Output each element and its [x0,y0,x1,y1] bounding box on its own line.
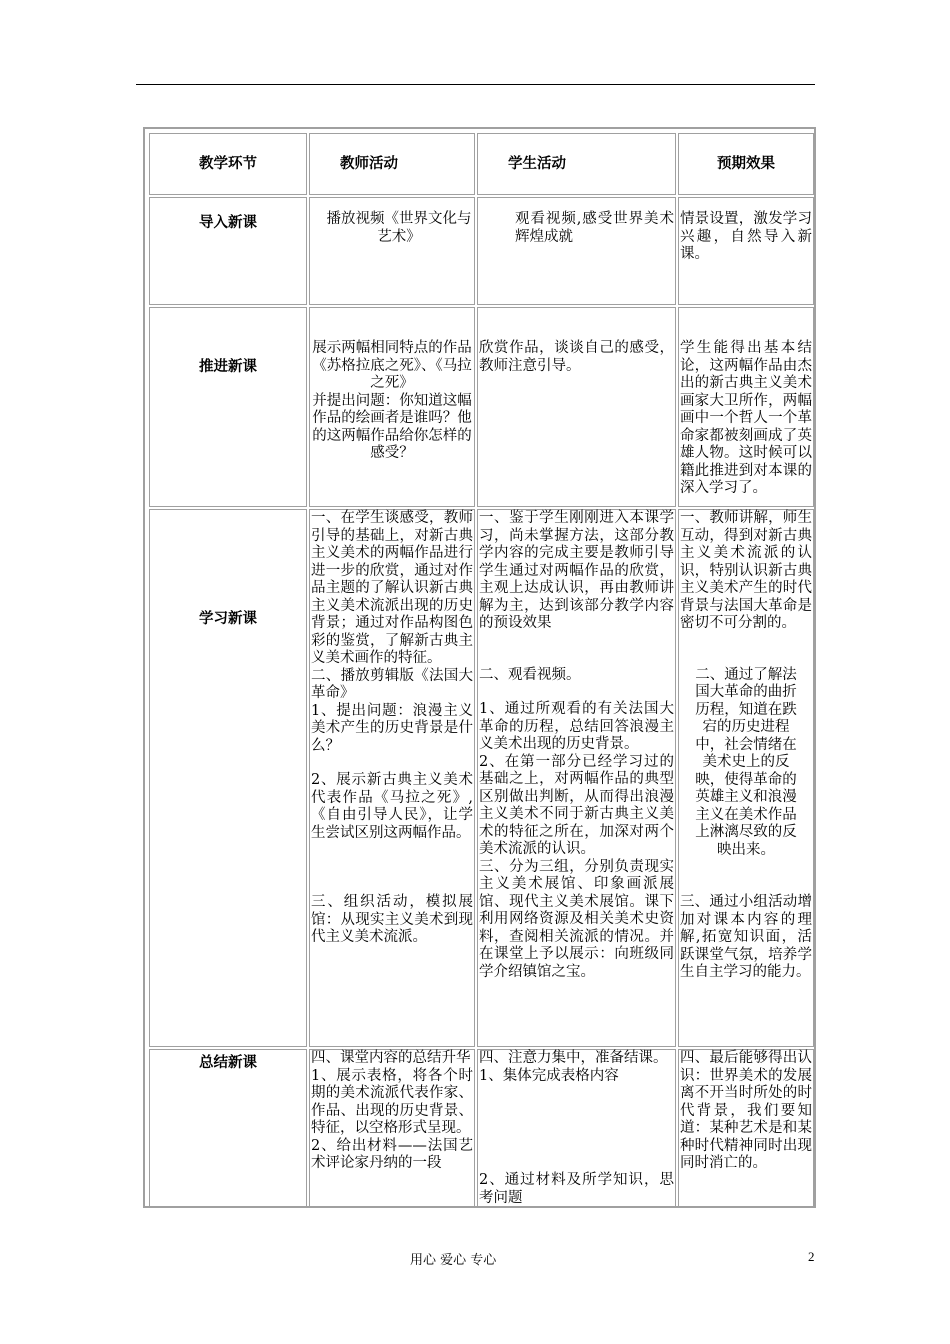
cell-text: 二、观看视频。 [479,666,581,683]
header-student: 学生活动 [477,133,676,195]
cell-text: 2、在第一部分已经学习过的基础之上，对两幅作品的典型区别做出判断，从而得出浪漫主义美术不同于新古典主义美术的特征之所在，加深对两个美术流派的认识。 [479,753,674,857]
cell-text: 1、通过所观看的有关法国大革命的历程，总结回答浪漫主义美术出现的历史背景。 [479,701,674,752]
cell-text: 1、集体完成表格内容 [479,1067,619,1084]
teacher-cell [309,197,475,305]
cell-text: 展示两幅相同特点的作品《苏格拉底之死》、《马拉之死》 [312,340,472,391]
cell-text: 1、展示表格，将各个时期的美术流派代表作家、作品、出现的历史背景、特征，以空格形式呈现。 [311,1067,473,1136]
cell-text: 三、组织活动，模拟展馆：从现实主义美术到现代主义美术流派。 [311,894,473,945]
cell-text: 2、展示新古典主义美术代表作品《马拉之死》,《自由引导人民》，让学生尝试区别这两幅作品。 [311,772,473,841]
effect-cell [678,307,814,507]
cell-text: 2、给出材料——法国艺术评论家丹纳的一段 [311,1137,473,1171]
stage-cell: 导入新课 [149,197,307,305]
cell-text: 四、注意力集中，准备结课。 [479,1050,668,1066]
header-stage: 教学环节 [149,133,307,195]
cell-text: 三、分为三组，分别负责现实主义美术展馆、印象画派展馆、现代主义美术展馆。课下利用网络资源及相关美术史资料，查阅相关流派的情况。并在课堂上予以展示：向班级同学介绍镇馆之宝。 [479,858,674,980]
cell-text: 欣赏作品，谈谈自己的感受，教师注意引导。 [479,340,674,374]
header-teacher: 教师活动 [309,133,475,195]
table-row [149,509,814,1047]
teacher-cell [309,1049,475,1208]
student-cell [477,509,676,1047]
cell-text: 播放视频《世界文化与艺术》 [326,211,472,245]
cell-text: 2、通过材料及所学知识，思考问题 [479,1172,674,1206]
effect-cell [678,1049,814,1208]
cell-text: 并提出问题：你知道这幅作品的绘画者是谁吗？他的这两幅作品给你怎样的感受？ [312,392,472,461]
lesson-plan-table [143,127,816,1208]
header-effect: 预期效果 [678,133,814,195]
stage-cell: 总结新课 [149,1049,307,1208]
cell-text: 一、鉴于学生刚刚进入本课学习，尚未掌握方法，这部分教学内容的完成主要是教师引导学生通过对两幅作品的欣赏，主观上达成认识，再由教师讲解为主，达到该部分教学内容的预设效果 [479,510,674,631]
cell-text: 学生能得出基本结论，这两幅作品由杰出的新古典主义美术画家大卫所作，两幅画中一个哲人一个革命家都被刻画成了英雄人物。这时候可以籍此推进到对本课的深入学习了。 [680,340,812,496]
footer-text: 用心 爱心 专心 [410,1253,497,1268]
table-row [149,197,814,305]
effect-cell [678,197,814,305]
cell-text: 1、提出问题：浪漫主义美术产生的历史背景是什么？ [311,702,473,754]
cell-text: 情景设置，激发学习兴趣，自然导入新课。 [680,211,812,262]
cell-text: 二、通过了解法国大革命的曲折历程，知道在跌宕的历史进程中，社会情绪在美术史上的反映，使得革命的英雄主义和浪漫主义在美术作品上淋漓尽致的反映出来。 [695,666,797,858]
page-number: 2 [808,1249,815,1264]
student-cell [477,197,676,305]
teacher-cell [309,307,475,507]
stage-cell: 学习新课 [149,509,307,1047]
student-cell [477,1049,676,1208]
table-row [149,1049,814,1208]
effect-cell [678,509,814,1047]
table-row [149,307,814,507]
cell-text: 三、通过小组活动增加对课本内容的理解,拓宽知识面，活跃课堂气氛，培养学生自主学习的能力。 [680,894,812,980]
student-cell [477,307,676,507]
cell-text: 四、最后能够得出认识：世界美术的发展离不开当时所处的时代背景，我们要知道：某种艺术是和某种时代精神同时出现同时消亡的。 [680,1050,812,1171]
cell-text: 观看视频,感受世界美术辉煌成就 [515,211,674,245]
table-header-row [149,133,814,195]
teacher-cell [309,509,475,1047]
cell-text: 四、课堂内容的总结升华 [311,1050,471,1066]
header-rule [136,84,815,85]
cell-text: 一、教师讲解，师生互动，得到对新古典主义美术流派的认识，特别认识新古典主义美术产生的时代背景与法国大革命是密切不可分割的。 [680,510,812,631]
cell-text: 二、播放剪辑版《法国大革命》 [311,667,473,701]
stage-cell: 推进新课 [149,307,307,507]
cell-text: 一、在学生谈感受，教师引导的基础上，对新古典主义美术的两幅作品进行进一步的欣赏，通过对作品主题的了解认识新古典主义美术流派出现的历史背景；通过对作品构图色彩的鉴赏，了解新古典主义美术画作的特征。 [311,510,473,666]
